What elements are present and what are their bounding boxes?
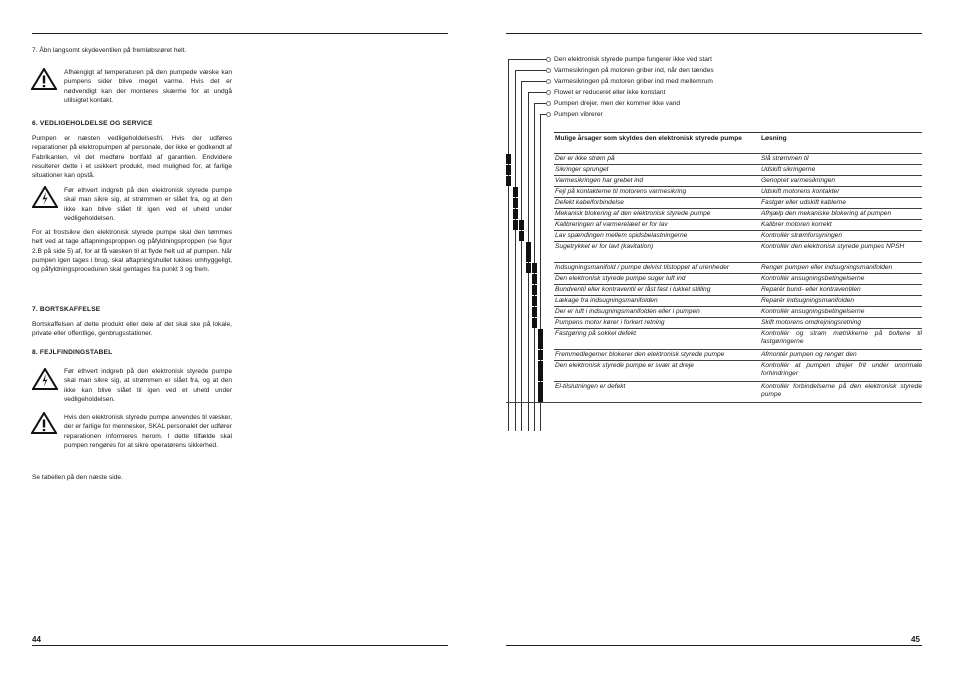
legend-item-2: Varmesikringen på motoren griber ind, når den tændes <box>554 67 714 74</box>
electric-hazard-icon <box>32 368 58 390</box>
page-number-left: 44 <box>32 635 41 644</box>
symptom-marker <box>532 296 537 306</box>
table-cell-cause: Kalibreringen af varmerelæet er for lav <box>555 221 668 228</box>
table-cell-solution: Udskift motorens kontakter <box>761 188 840 195</box>
table-cell-cause: Lækage fra indsugningsmanifolden <box>555 297 658 304</box>
table-row-separator <box>554 381 922 382</box>
table-cell-cause: Fastgøring på sokkel defekt <box>555 330 636 337</box>
section-8-title: 8. FEJLFINDINGSTABEL <box>32 349 113 356</box>
table-cell-cause: Bundventil eller kontraventil er låst fast i lukket stilling <box>555 286 711 293</box>
hot-surface-warning: Afhængigt af temperaturen på den pumpede væske kan pumpens sider blive meget varme. Hvis det er nødvendigt kan der monteres skærme for at undgå utilsigtet kontakt. <box>64 69 232 104</box>
table-cell-solution: Udskift sikringerne <box>761 166 816 173</box>
symptom-marker <box>532 263 537 273</box>
table-cell-solution: Kontrollér at pumpen drejer frit under unormale forhindringer <box>761 362 922 377</box>
legend-dot <box>546 112 551 117</box>
symptom-marker <box>538 382 543 402</box>
table-cell-solution: Kalibrer motoren korrekt <box>761 221 832 228</box>
table-cell-solution: Reparér bund- eller kontraventilen <box>761 286 861 293</box>
table-row-separator <box>554 262 922 263</box>
legend-dot <box>546 57 551 62</box>
table-bottom-border <box>506 402 922 403</box>
symptom-marker <box>513 209 518 219</box>
legend-connector <box>528 92 548 93</box>
step-7-text: 7. Åbn langsomt skydeventilen på fremløbsrøret helt. <box>32 47 187 54</box>
section-6-safety-warning: Før ethvert indgreb på den elektronisk styrede pumpe skal man sikre sig, at strømmen er slået fra, og at den ikke kan blive slået til igen ved et uheld under vedligeholdelsen. <box>64 187 232 222</box>
table-row-separator <box>554 241 922 242</box>
legend-item-6: Pumpen vibrerer <box>554 111 603 118</box>
right-top-rule <box>506 33 922 34</box>
table-cell-cause: Mekanisk blokering af den elektronisk styrede pumpe <box>555 210 711 217</box>
symptom-marker <box>532 285 537 295</box>
table-row-separator <box>554 197 922 198</box>
electric-hazard-icon <box>32 186 58 208</box>
legend-connector <box>508 59 548 60</box>
table-cell-cause: Den elektronisk styrede pumpe er svær at dreje <box>555 362 694 369</box>
table-cell-cause: Fejl på kontakterne til motorens varmesikring <box>555 188 687 195</box>
table-row-separator <box>554 164 922 165</box>
table-row-separator <box>554 295 922 296</box>
section-6-title: 6. VEDLIGEHOLDELSE OG SERVICE <box>32 120 153 127</box>
symptom-marker <box>538 361 543 381</box>
header-cause: Mulige årsager som skyldes den elektronisk styrede pumpe <box>555 135 742 142</box>
section-7-title: 7. BORTSKAFFELSE <box>32 306 101 313</box>
see-next-page-note: Se tabellen på den næste side. <box>32 474 123 481</box>
table-cell-cause: Fremmedlegemer blokerer den elektronisk styrede pumpe <box>555 351 725 358</box>
table-cell-solution: Fastgør eller udskift kablerne <box>761 199 847 206</box>
table-cell-cause: Der er luft i indsugningsmanifolden eller i pumpen <box>555 308 700 315</box>
table-row-separator <box>554 175 922 176</box>
legend-dot <box>546 79 551 84</box>
legend-column-line <box>515 70 516 431</box>
table-cell-solution: Kontrollér forbindelserne på den elektronisk styrede pumpe <box>761 383 922 398</box>
section-8-safety-warning: Før ethvert indgreb på den elektronisk styrede pumpe skal man sikre sig, at strømmen er slået fra, og at den ikke kan blive slået til igen ved et uheld under vedligeholdelsen. <box>64 368 232 403</box>
table-top-border <box>554 132 922 133</box>
legend-dot <box>546 68 551 73</box>
table-row-separator <box>554 349 922 350</box>
table-cell-cause: Sikringer sprunget <box>555 166 609 173</box>
legend-dot <box>546 101 551 106</box>
header-solution: Løsning <box>761 135 787 142</box>
legend-dot <box>546 90 551 95</box>
page-number-right: 45 <box>911 635 920 644</box>
table-cell-cause: Pumpens motor kører i forkert retning <box>555 319 665 326</box>
table-cell-solution: Afmontér pumpen og rengør den <box>761 351 857 358</box>
table-row-separator <box>554 219 922 220</box>
legend-item-4: Flowet er reduceret eller ikke konstant <box>554 89 666 96</box>
table-cell-solution: Kontrollér og stram møtrikkerne på boltene til fastgøringerne <box>761 330 922 345</box>
section-6-paragraph-2: For at frostsikre den elektronisk styrede pumpe skal den tømmes helt ved at tage aftapningsproppen og påfyldningsproppen (se figur 2.B på side 5) af, for at få væsken til at flyde helt ud af pumpen. Når pumpen igen tages i brug, skal aftapningshullet lukkes omhyggeligt, og påfyldningsproceduren skal gentages fra punkt 3 og frem. <box>32 229 232 274</box>
table-row-separator <box>554 208 922 209</box>
table-cell-solution: Kontrollér ansugningsbetingelserne <box>761 275 865 282</box>
warning-icon <box>31 412 57 434</box>
table-cell-cause: Lav spændingen mellem spidsbelastningerne <box>555 232 688 239</box>
symptom-marker <box>506 176 511 186</box>
symptom-marker <box>513 198 518 208</box>
symptom-marker <box>513 220 518 230</box>
warning-icon <box>31 68 57 90</box>
table-row-separator <box>554 317 922 318</box>
symptom-marker <box>526 263 531 273</box>
symptom-marker <box>519 231 524 241</box>
table-cell-solution: Slå strømmen til <box>761 155 809 162</box>
symptom-marker <box>519 220 524 230</box>
table-row-separator <box>554 306 922 307</box>
table-cell-cause: Sugetrykket er for lavt (kavitation) <box>555 243 654 250</box>
section-6-paragraph-1: Pumpen er næsten vedligeholdelsesfri. Hvis der udføres reparationer på elektropumpen af personale, der ikke er godkendt af Fabrikanten, vil det medføre bortfald af garantien. Endvidere resulterer dette i et usikkert produkt, med mulighed for, at farlige situationer kan opstå. <box>32 135 232 180</box>
hazardous-liquid-warning: Hvis den elektronisk styrede pumpe anvendes til væsker, der er farlige for mennesker, SKAL personalet der udfører reparationen informeres herom. I dette tilfælde skal pumpen rengøres for at sikre operatørens sikkerhed. <box>64 414 232 449</box>
table-cell-cause: Varmesikringen har grebet ind <box>555 177 644 184</box>
table-cell-solution: Kontrollér ansugningsbetingelserne <box>761 308 865 315</box>
table-cell-solution: Genopret varmesikringen <box>761 177 836 184</box>
table-cell-solution: Kontrollér den elektronisk styrede pumpes NPSH <box>761 243 905 250</box>
table-row-separator <box>554 273 922 274</box>
table-row-separator <box>554 328 922 329</box>
legend-item-3: Varmesikringen på motoren griber ind med mellemrum <box>554 78 713 85</box>
table-cell-solution: Kontrollér strømforsyningen <box>761 232 842 239</box>
table-cell-cause: El-tilslutningen er defekt <box>555 383 626 390</box>
table-cell-cause: Defekt kabelforbindelse <box>555 199 624 206</box>
table-row-separator <box>554 230 922 231</box>
legend-item-5: Pumpen drejer, men der kommer ikke vand <box>554 100 681 107</box>
symptom-marker <box>506 165 511 175</box>
left-bottom-rule <box>32 645 448 646</box>
table-row-separator <box>554 284 922 285</box>
table-row-separator <box>554 153 922 154</box>
right-bottom-rule <box>506 645 922 646</box>
legend-column-line <box>508 59 509 431</box>
symptom-marker <box>538 350 543 360</box>
legend-connector <box>521 81 548 82</box>
table-cell-solution: Afhjælp den mekaniske blokering af pumpen <box>761 210 892 217</box>
table-cell-solution: Skift motorens omdrejningsretning <box>761 319 862 326</box>
table-row-separator <box>554 186 922 187</box>
table-cell-cause: Indsugningsmanifold / pumpe delvist tilstoppet af urenheder <box>555 264 730 271</box>
symptom-marker <box>532 274 537 284</box>
legend-connector <box>515 70 548 71</box>
table-cell-solution: Rengør pumpen eller indsugningsmanifolden <box>761 264 893 271</box>
symptom-marker <box>526 242 531 262</box>
left-top-rule <box>32 33 448 34</box>
symptom-marker <box>538 329 543 349</box>
symptom-marker <box>506 154 511 164</box>
table-cell-cause: Der er ikke strøm på <box>555 155 615 162</box>
table-row-separator <box>554 360 922 361</box>
table-cell-solution: Reparér indsugningsmanifolden <box>761 297 855 304</box>
legend-column-line <box>521 81 522 431</box>
symptom-marker <box>513 187 518 197</box>
symptom-marker <box>532 307 537 317</box>
section-7-paragraph: Bortskaffelsen af dette produkt eller dele af det skal ske på lokale, private eller offentlige, genbrugsstationer. <box>32 321 232 338</box>
table-cell-cause: Den elektronisk styrede pumpe suger luft ind <box>555 275 686 282</box>
symptom-marker <box>532 318 537 328</box>
legend-item-1: Den elektronisk styrede pumpe fungerer ikke ved start <box>554 56 712 63</box>
